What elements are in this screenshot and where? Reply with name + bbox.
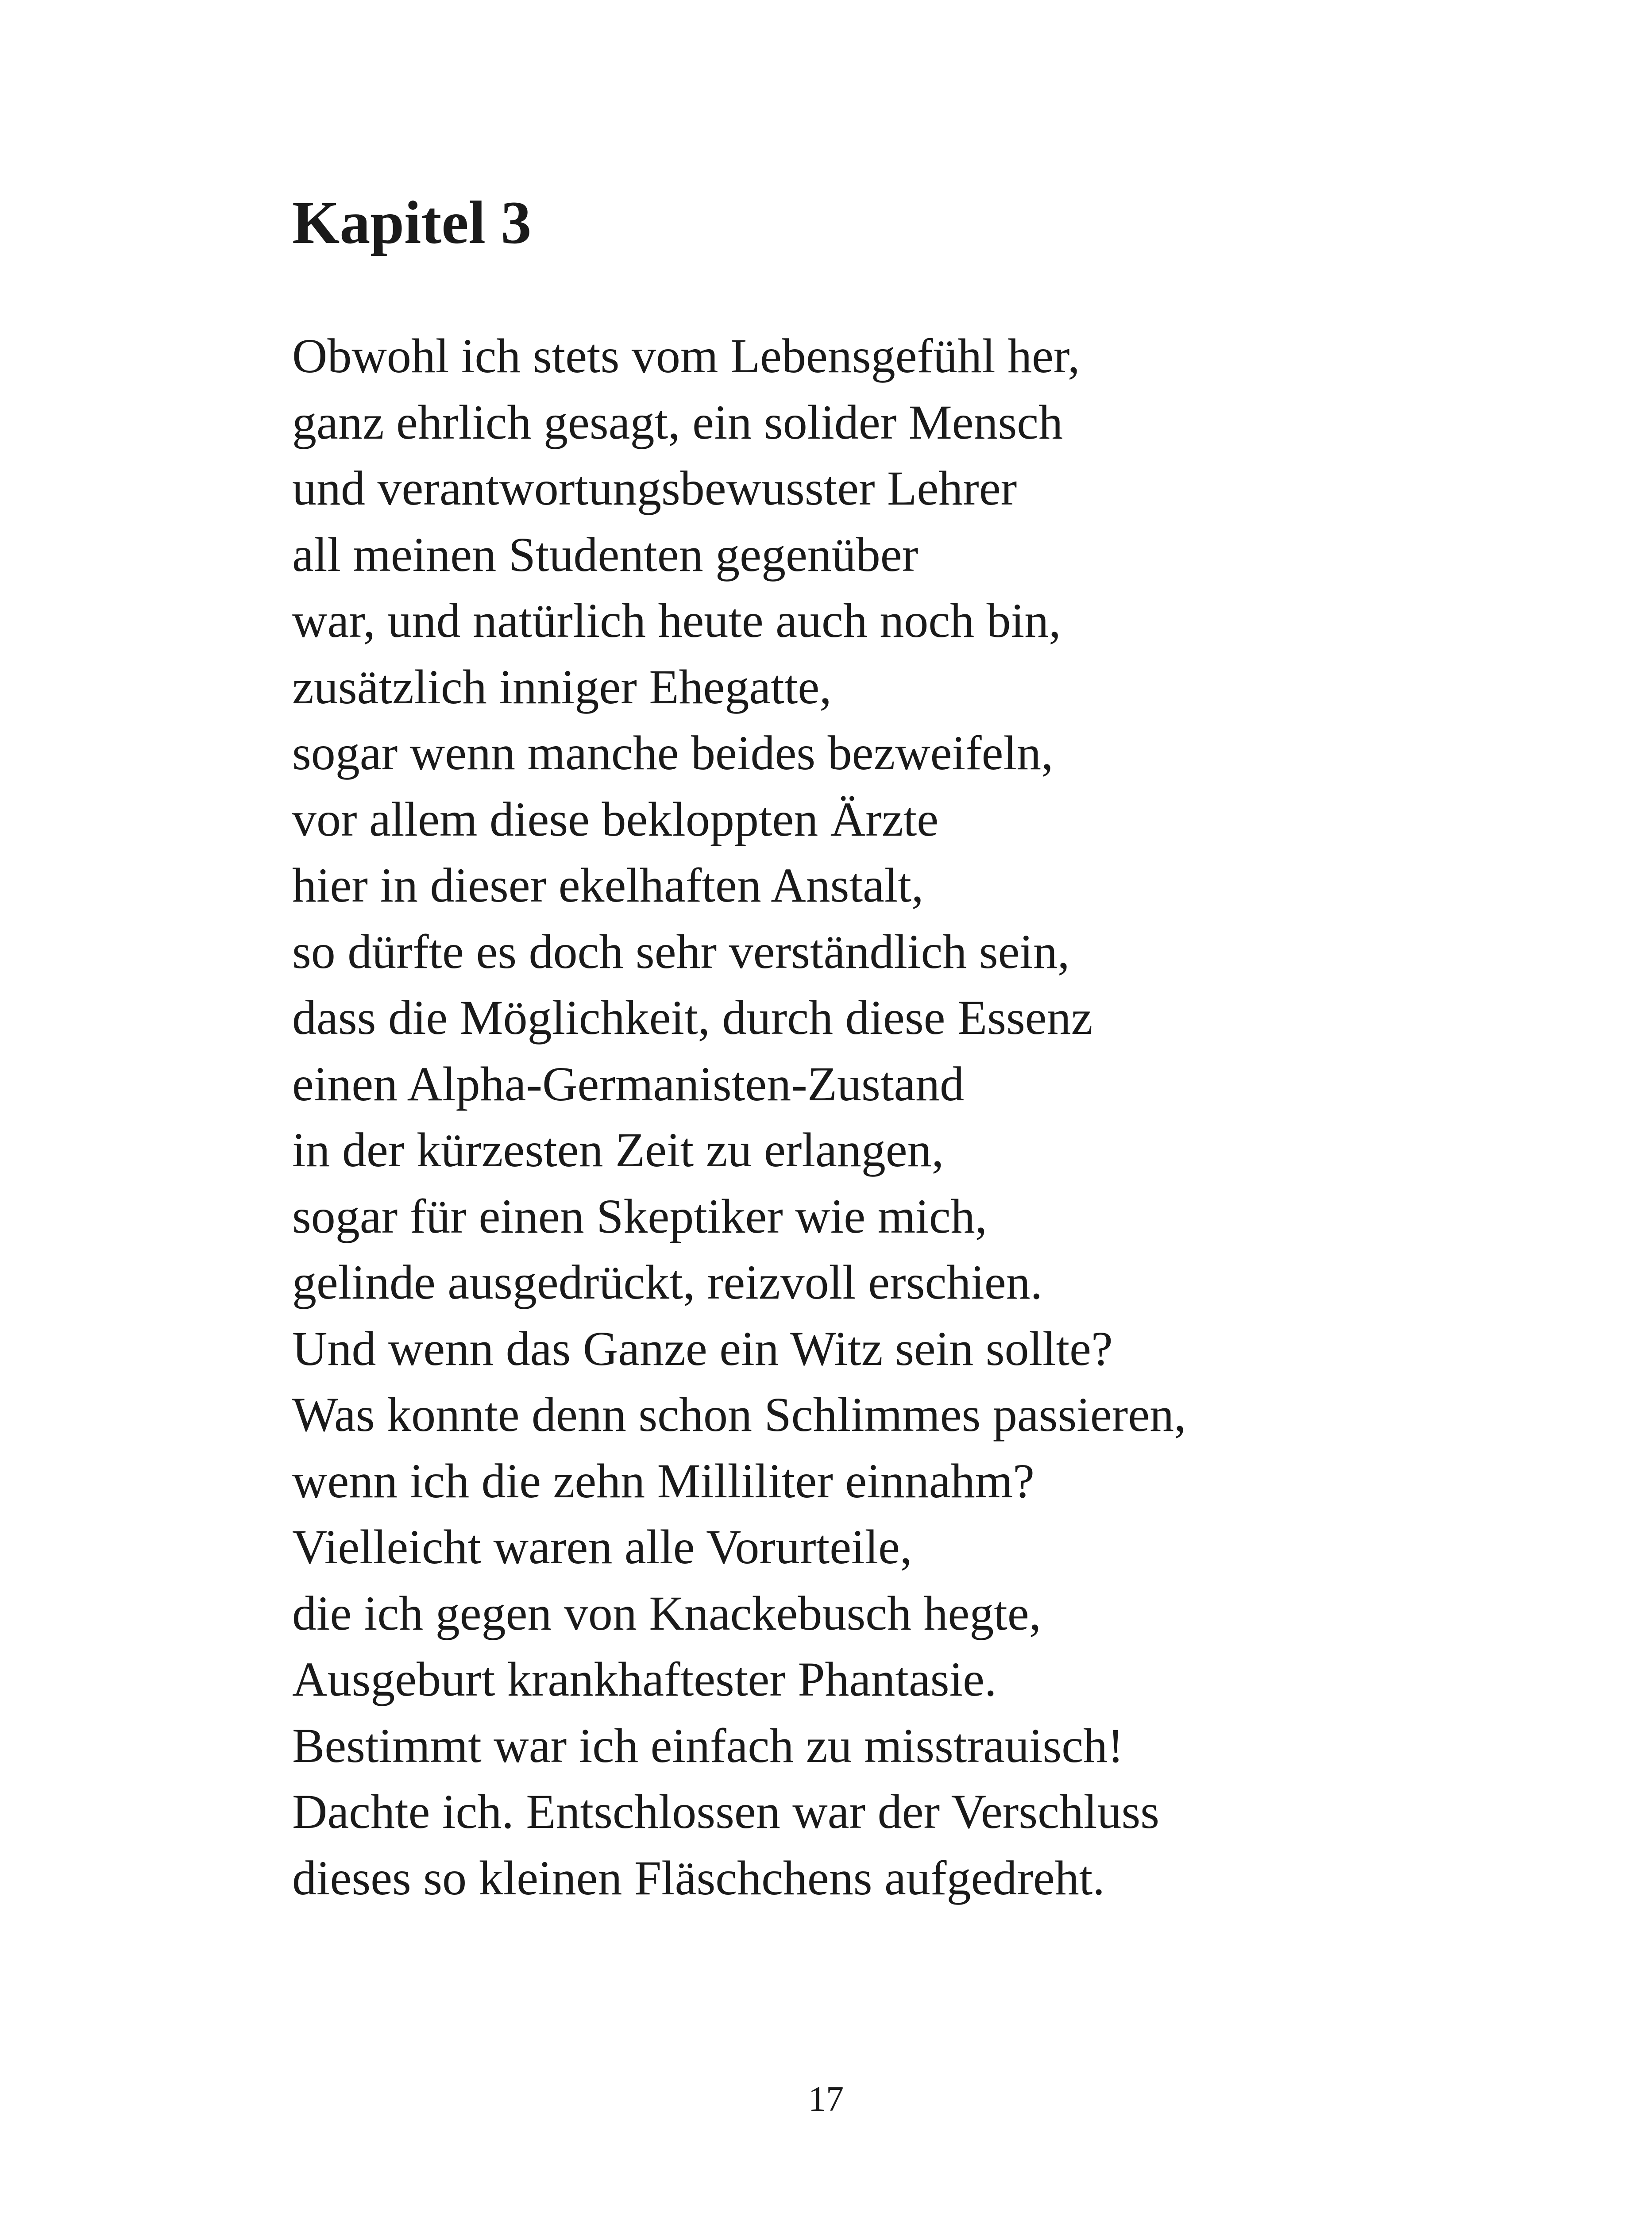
verse-line: vor allem diese bekloppten Ärzte	[292, 792, 939, 846]
verse-line: Bestimmt war ich einfach zu misstrauisch!	[292, 1718, 1124, 1773]
verse-line: all meinen Studenten gegenüber	[292, 527, 919, 582]
verse-line: dass die Möglichkeit, durch diese Essenz	[292, 991, 1093, 1045]
verse-line: wenn ich die zehn Milliliter einnahm?	[292, 1453, 1034, 1508]
verse-line: sogar wenn manche beides bezweifeln,	[292, 726, 1054, 780]
verse-line: so dürfte es doch sehr verständlich sein,	[292, 924, 1070, 979]
verse-line: war, und natürlich heute auch noch bin,	[292, 594, 1061, 648]
page-number: 17	[808, 2080, 844, 2119]
verse-text	[292, 323, 1186, 1911]
verse-line: hier in dieser ekelhaften Anstalt,	[292, 858, 924, 912]
verse-line: Vielleicht waren alle Vorurteile,	[292, 1520, 912, 1574]
verse-line: sogar für einen Skeptiker wie mich,	[292, 1189, 988, 1243]
verse-line: ganz ehrlich gesagt, ein solider Mensch	[292, 395, 1063, 449]
verse-line: Und wenn das Ganze ein Witz sein sollte?	[292, 1321, 1113, 1376]
verse-line: zusätzlich inniger Ehegatte,	[292, 659, 832, 714]
verse-line: und verantwortungsbewusster Lehrer	[292, 461, 1017, 515]
verse-line: einen Alpha-Germanisten-Zustand	[292, 1056, 965, 1111]
verse-line: Ausgeburt krankhaftester Phantasie.	[292, 1652, 997, 1706]
verse-line: in der kürzesten Zeit zu erlangen,	[292, 1123, 944, 1177]
chapter-title: Kapitel 3	[292, 189, 532, 256]
verse-line: Dachte ich. Entschlossen war der Verschluss	[292, 1785, 1160, 1839]
verse-line: die ich gegen von Knackebusch hegte,	[292, 1586, 1042, 1640]
verse-line: gelinde ausgedrückt, reizvoll erschien.	[292, 1255, 1043, 1309]
verse-line: dieses so kleinen Fläschchens aufgedreht.	[292, 1851, 1105, 1905]
verse-line: Obwohl ich stets vom Lebensgefühl her,	[292, 329, 1080, 383]
verse-line: Was konnte denn schon Schlimmes passieren,	[292, 1388, 1186, 1442]
